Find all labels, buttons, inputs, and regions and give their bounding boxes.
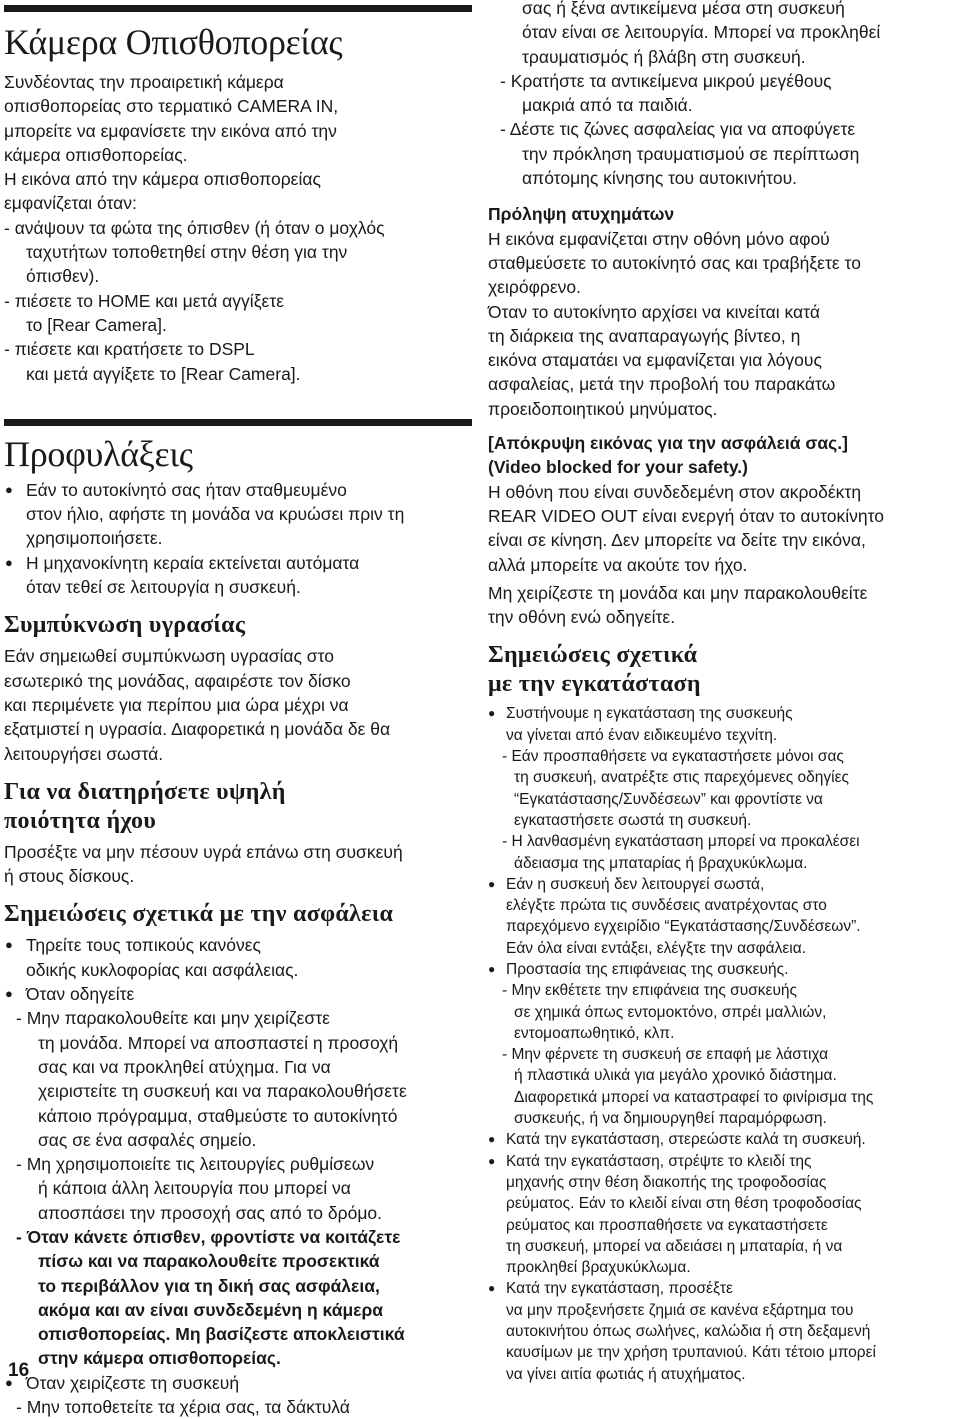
right-column bbox=[488, 0, 956, 1385]
safety-item: ● Τηρείτε τους τοπικούς κανόνες οδικής κυκλοφορίας και ασφάλειας. bbox=[4, 933, 474, 982]
safety-continued: σας ή ξένα αντικείμενα μέσα στη συσκευή όταν είναι σε λειτουργία. Μπορεί να προκληθεί τραυματισμός ή βλάβη στη συσκευή. bbox=[522, 0, 881, 67]
safety-subitem: - Μη χρησιμοποιείτε τις λειτουργίες ρυθμίσεων ή κάποια άλλη λειτουργία που μπορεί να αποσπάσει την προσοχή σας από το δρόμο. bbox=[16, 1154, 383, 1223]
install-subitem: - Μην φέρνετε τη συσκευή σε επαφή με λάστιχα ή πλαστικά υλικά για μεγάλο χρονικό διάστημα. Διαφορετικά μπορεί να καταστραφεί το φινίρισμα της συσκευής, ή να δημιουργηθεί παραμόρφωση. bbox=[502, 1046, 874, 1128]
install-item: ● Κατά την εγκατάσταση, στρέψτε το κλειδί της μηχανής στην θέση διακοπής της τροφοδοσίας ρεύματος. Εάν το κλειδί είναι στη θέση τροφοδοσίας ρεύματος και προσπαθήσετε να εγκαταστήσετε τη συσκευή, μπορεί να αδειάσει η μπαταρία, ή να προκληθεί βραχυκύκλωμα. bbox=[488, 1151, 956, 1279]
install-item: ● Κατά την εγκατάσταση, στερεώστε καλά τη συσκευή. bbox=[488, 1129, 956, 1150]
rear-camera-condition: - ανάψουν τα φώτα της όπισθεν (ή όταν ο μοχλός ταχυτήτων τοποθετηθεί στην θέση για την όπισθεν). bbox=[4, 217, 385, 287]
safety-subitem: - Κρατήστε τα αντικείμενα μικρού μεγέθους μακριά από τα παιδιά. bbox=[500, 70, 832, 116]
install-subitem: - Η λανθασμένη εγκατάσταση μπορεί να προκαλέσει άδειασμα της μπαταρίας ή βραχυκύκλωμα. bbox=[502, 833, 860, 872]
precaution-item: ● Εάν το αυτοκίνητό σας ήταν σταθμευμένο στον ήλιο, αφήστε τη μονάδα να κρυώσει πριν τη χρησιμοποιήσετε. bbox=[4, 478, 474, 551]
section-title-rear-camera: Κάμερα Οπισθοπορείας bbox=[4, 22, 343, 62]
top-divider bbox=[4, 5, 472, 12]
condensation-text: Εάν σημειωθεί συμπύκνωση υγρασίας στο εσωτερικό της μονάδας, αφαιρέστε τον δίσκο και περιμένετε για περίπου μια ώρα μέχρι να εξατμιστεί η υγρασία. Διαφορετικά η μονάδα δε θα λειτουργήσει σωστά. bbox=[4, 646, 391, 764]
sound-quality-text: Προσέξτε να μην πέσουν υγρά επάνω στη συσκευή ή στους δίσκους. bbox=[4, 841, 403, 887]
install-item: ● Εάν η συσκευή δεν λειτουργεί σωστά, ελέγξτε πρώτα τις συνδέσεις ανατρέχοντας στο παρεχόμενο εγχειρίδιο “Εγκατάστασης/Συνδέσεων”. Εάν όλα είναι εντάξει, ελέγξτε την ασφάλεια. bbox=[488, 874, 956, 959]
heading-safety-notes: Σημειώσεις σχετικά με την ασφάλεια bbox=[4, 901, 394, 928]
heading-installation-notes: Σημειώσεις σχετικά με την εγκατάσταση bbox=[488, 642, 701, 698]
install-item: ● Κατά την εγκατάσταση, προσέξτε να μην προξενήσετε ζημιά σε κανένα εξάρτημα του αυτοκινήτου όπως σωλήνες, καλώδια ή στη δεξαμενή καυσίμων με την χρήση τρυπανιού. Κάτι τέτοιο μπορεί να γίνει αιτία φωτιάς ή ατυχήματος. bbox=[488, 1278, 956, 1384]
safety-item: ● Όταν χειρίζεστε τη συσκευή bbox=[4, 1371, 474, 1395]
heading-sound-quality: Για να διατηρήσετε υψηλή ποιότητα ήχου bbox=[4, 778, 286, 834]
rear-camera-condition: - πιέσετε και κρατήσετε το DSPL και μετά αγγίξετε το [Rear Camera]. bbox=[4, 339, 301, 384]
safety-subitem: - Μην παρακολουθείτε και μην χειρίζεστε τη μονάδα. Μπορεί να αποσπαστεί η προσοχή σας και να προκληθεί ατύχημα. Για να χειριστείτε τη συσκευή και να παρακολουθήσετε κάποιο πρόγραμμα, σταθμεύστε το αυτοκίνητό σας σε ένα ασφαλές σημείο. bbox=[16, 1008, 407, 1150]
rear-camera-intro: Συνδέοντας την προαιρετική κάμερα οπισθοπορείας στο τερματικό CAMERA IN, μπορείτε να εμφανίσετε την εικόνα από την κάμερα οπισθοπορείας. Η εικόνα από την κάμερα οπισθοπορείας εμφανίζεται όταν: bbox=[4, 72, 339, 214]
left-column bbox=[4, 0, 474, 1419]
accident-text: Η εικόνα εμφανίζεται στην οθόνη μόνο αφού σταθμεύσετε το αυτοκίνητό σας και τραβήξετε το χειρόφρενο. Όταν το αυτοκίνητο αρχίσει να κινείται κατά τη διάρκεια της αναπαραγωγής βίντεο, η εικόνα σταματάει να εμφανίζεται για λόγους ασφαλείας, μετά την προβολή του παρακάτω προειδοποιητικού μηνύματος. bbox=[488, 228, 861, 419]
video-blocked-message: [Απόκρυψη εικόνας για την ασφάλειά σας.] (Video blocked for your safety.) bbox=[488, 433, 848, 478]
no-operate-text: Μη χειρίζεστε τη μονάδα και μην παρακολουθείτε την οθόνη ενώ οδηγείτε. bbox=[488, 582, 868, 628]
precaution-item: ● Η μηχανοκίνητη κεραία εκτείνεται αυτόματα όταν τεθεί σε λειτουργία η συσκευή. bbox=[4, 551, 474, 600]
heading-accident-prevention: Πρόληψη ατυχημάτων bbox=[488, 204, 675, 225]
install-subitem: - Εάν προσπαθήσετε να εγκαταστήσετε μόνοι σας τη συσκευή, ανατρέξτε στις παρεχόμενες οδηγίες “Εγκατάστασης/Συνδέσεων” και φροντίστε να εγκαταστήσετε σωστά τη συσκευή. bbox=[502, 748, 849, 829]
section-divider bbox=[4, 419, 472, 426]
rear-video-text: Η οθόνη που είναι συνδεδεμένη στον ακροδέκτη REAR VIDEO OUT είναι ενεργή όταν το αυτοκίνητο είναι σε κίνηση. Δεν μπορείτε να δείτε την εικόνα, αλλά μπορείτε να ακούτε τον ήχο. bbox=[488, 481, 884, 575]
safety-item: ● Όταν οδηγείτε bbox=[4, 982, 474, 1006]
safety-subitem: - Μην τοποθετείτε τα χέρια σας, τα δάκτυλά bbox=[16, 1397, 350, 1418]
heading-condensation: Συμπύκνωση υγρασίας bbox=[4, 612, 246, 639]
rear-camera-condition: - πιέσετε το HOME και μετά αγγίξετε το [Rear Camera]. bbox=[4, 290, 285, 335]
install-item: ● Συστήνουμε η εγκατάσταση της συσκευής να γίνεται από έναν ειδικευμένο τεχνίτη. bbox=[488, 703, 956, 746]
install-subitem: - Μην εκθέτετε την επιφάνεια της συσκευής σε χημικά όπως εντομοκτόνο, σπρέι μαλλιών, εντομοαπωθητικό, κλπ. bbox=[502, 982, 827, 1042]
safety-subitem: - Δέστε τις ζώνες ασφαλείας για να αποφύγετε την πρόκληση τραυματισμού σε περίπτωση απότομης κίνησης του αυτοκινήτου. bbox=[500, 119, 860, 189]
install-item: ● Προστασία της επιφάνειας της συσκευής. bbox=[488, 959, 956, 980]
safety-warning-reverse: - Όταν κάνετε όπισθεν, φροντίστε να κοιτάζετε πίσω και να παρακολουθείτε προσεκτικά το περιβάλλον για τη δική σας ασφάλεια, ακόμα και αν είναι συνδεδεμένη η κάμερα οπισθοπορείας. Μη βασίζεστε αποκλειστικά στην κάμερα οπισθοπορείας. bbox=[16, 1226, 405, 1369]
page-number: 16 bbox=[8, 1360, 30, 1381]
section-title-precautions: Προφυλάξεις bbox=[4, 433, 193, 474]
